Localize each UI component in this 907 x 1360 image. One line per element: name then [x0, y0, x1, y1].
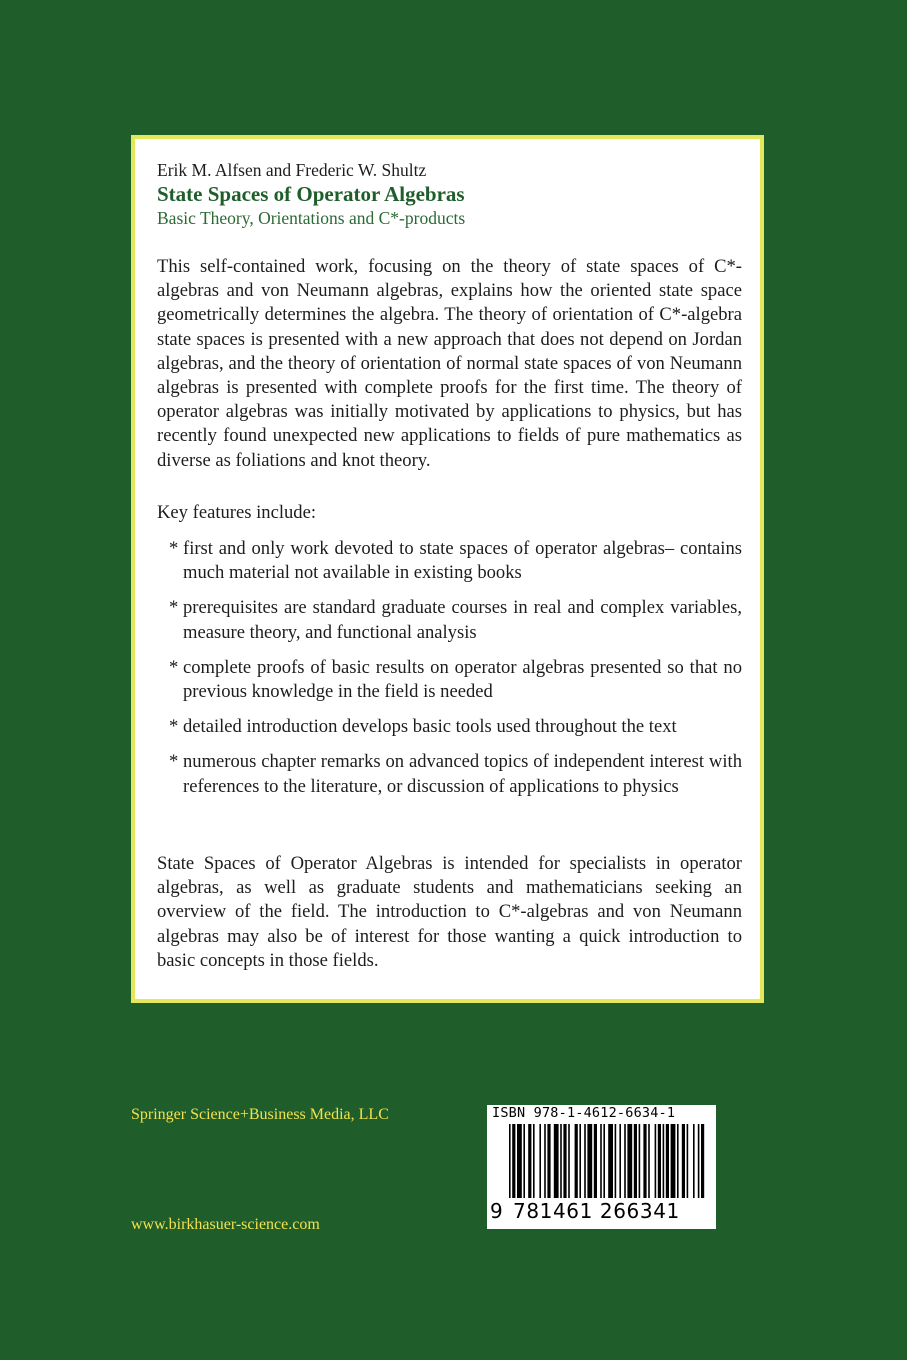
intro-paragraph: This self-contained work, focusing on the theory of state spaces of C*-algebras and von Neumann algebras, explains how the oriented state space geometrically determines the algebra. The theory of orientation of C*-algebra state spaces is presented with a new approach that does not depend on Jordan algebras, and the theory of orientation of normal state spaces of von Neumann algebras is presented with complete proofs for the first time. The theory of operator algebras was initially motivated by applications to physics, but has recently found unexpected new applications to fields of pure mathematics as diverse as foliations and knot theory. — [157, 256, 742, 471]
isbn-barcode — [487, 1105, 716, 1229]
book-title: State Spaces of Operator Algebras — [157, 182, 465, 206]
list-item — [169, 596, 742, 644]
isbn-label: ISBN 978-1-4612-6634-1 — [492, 1105, 676, 1121]
closing-paragraph: State Spaces of Operator Algebras is intended for specialists in operator algebras, as well as graduate students and mathematicians seeking an overview of the field. The introduction to C*-algebras and von Neumann algebras may also be of interest for those wanting a quick introduction to basic concepts in those fields. — [157, 853, 742, 971]
book-subtitle: Basic Theory, Orientations and C*-products — [157, 208, 466, 228]
bullet-asterisk-icon: * — [169, 538, 179, 559]
feature-text: numerous chapter remarks on advanced topics of independent interest with references to the literature, or discussion of applications to physics — [183, 751, 742, 797]
feature-text: first and only work devoted to state spaces of operator algebras– contains much material not available in existing books — [183, 538, 742, 584]
feature-text: complete proofs of basic results on operator algebras presented so that no previous knowledge in the field is needed — [183, 656, 742, 703]
bullet-asterisk-icon: * — [169, 716, 179, 738]
key-features-heading: Key features include: — [157, 502, 317, 523]
ean-digits: 781461 266341 — [513, 1199, 680, 1223]
list-item — [169, 750, 742, 798]
list-item — [169, 715, 742, 739]
book-authors: Erik M. Alfsen and Frederic W. Shultz — [157, 160, 427, 180]
list-item — [169, 537, 742, 585]
ean-first-digit: 9 — [490, 1199, 503, 1223]
bullet-asterisk-icon: * — [169, 751, 179, 773]
publisher-name: Springer Science+Business Media, LLC — [131, 1106, 389, 1123]
publisher-website: www.birkhasuer-science.com — [131, 1216, 320, 1233]
list-item — [169, 656, 742, 704]
bullet-asterisk-icon: * — [169, 597, 179, 619]
description-panel — [131, 135, 764, 1003]
key-features-list — [169, 537, 742, 810]
feature-text: detailed introduction develops basic tools used throughout the text — [183, 716, 677, 738]
bullet-asterisk-icon: * — [169, 656, 179, 678]
barcode-bars-icon — [487, 1124, 716, 1206]
feature-text: prerequisites are standard graduate courses in real and complex variables, measure theory, and functional analysis — [183, 597, 742, 643]
